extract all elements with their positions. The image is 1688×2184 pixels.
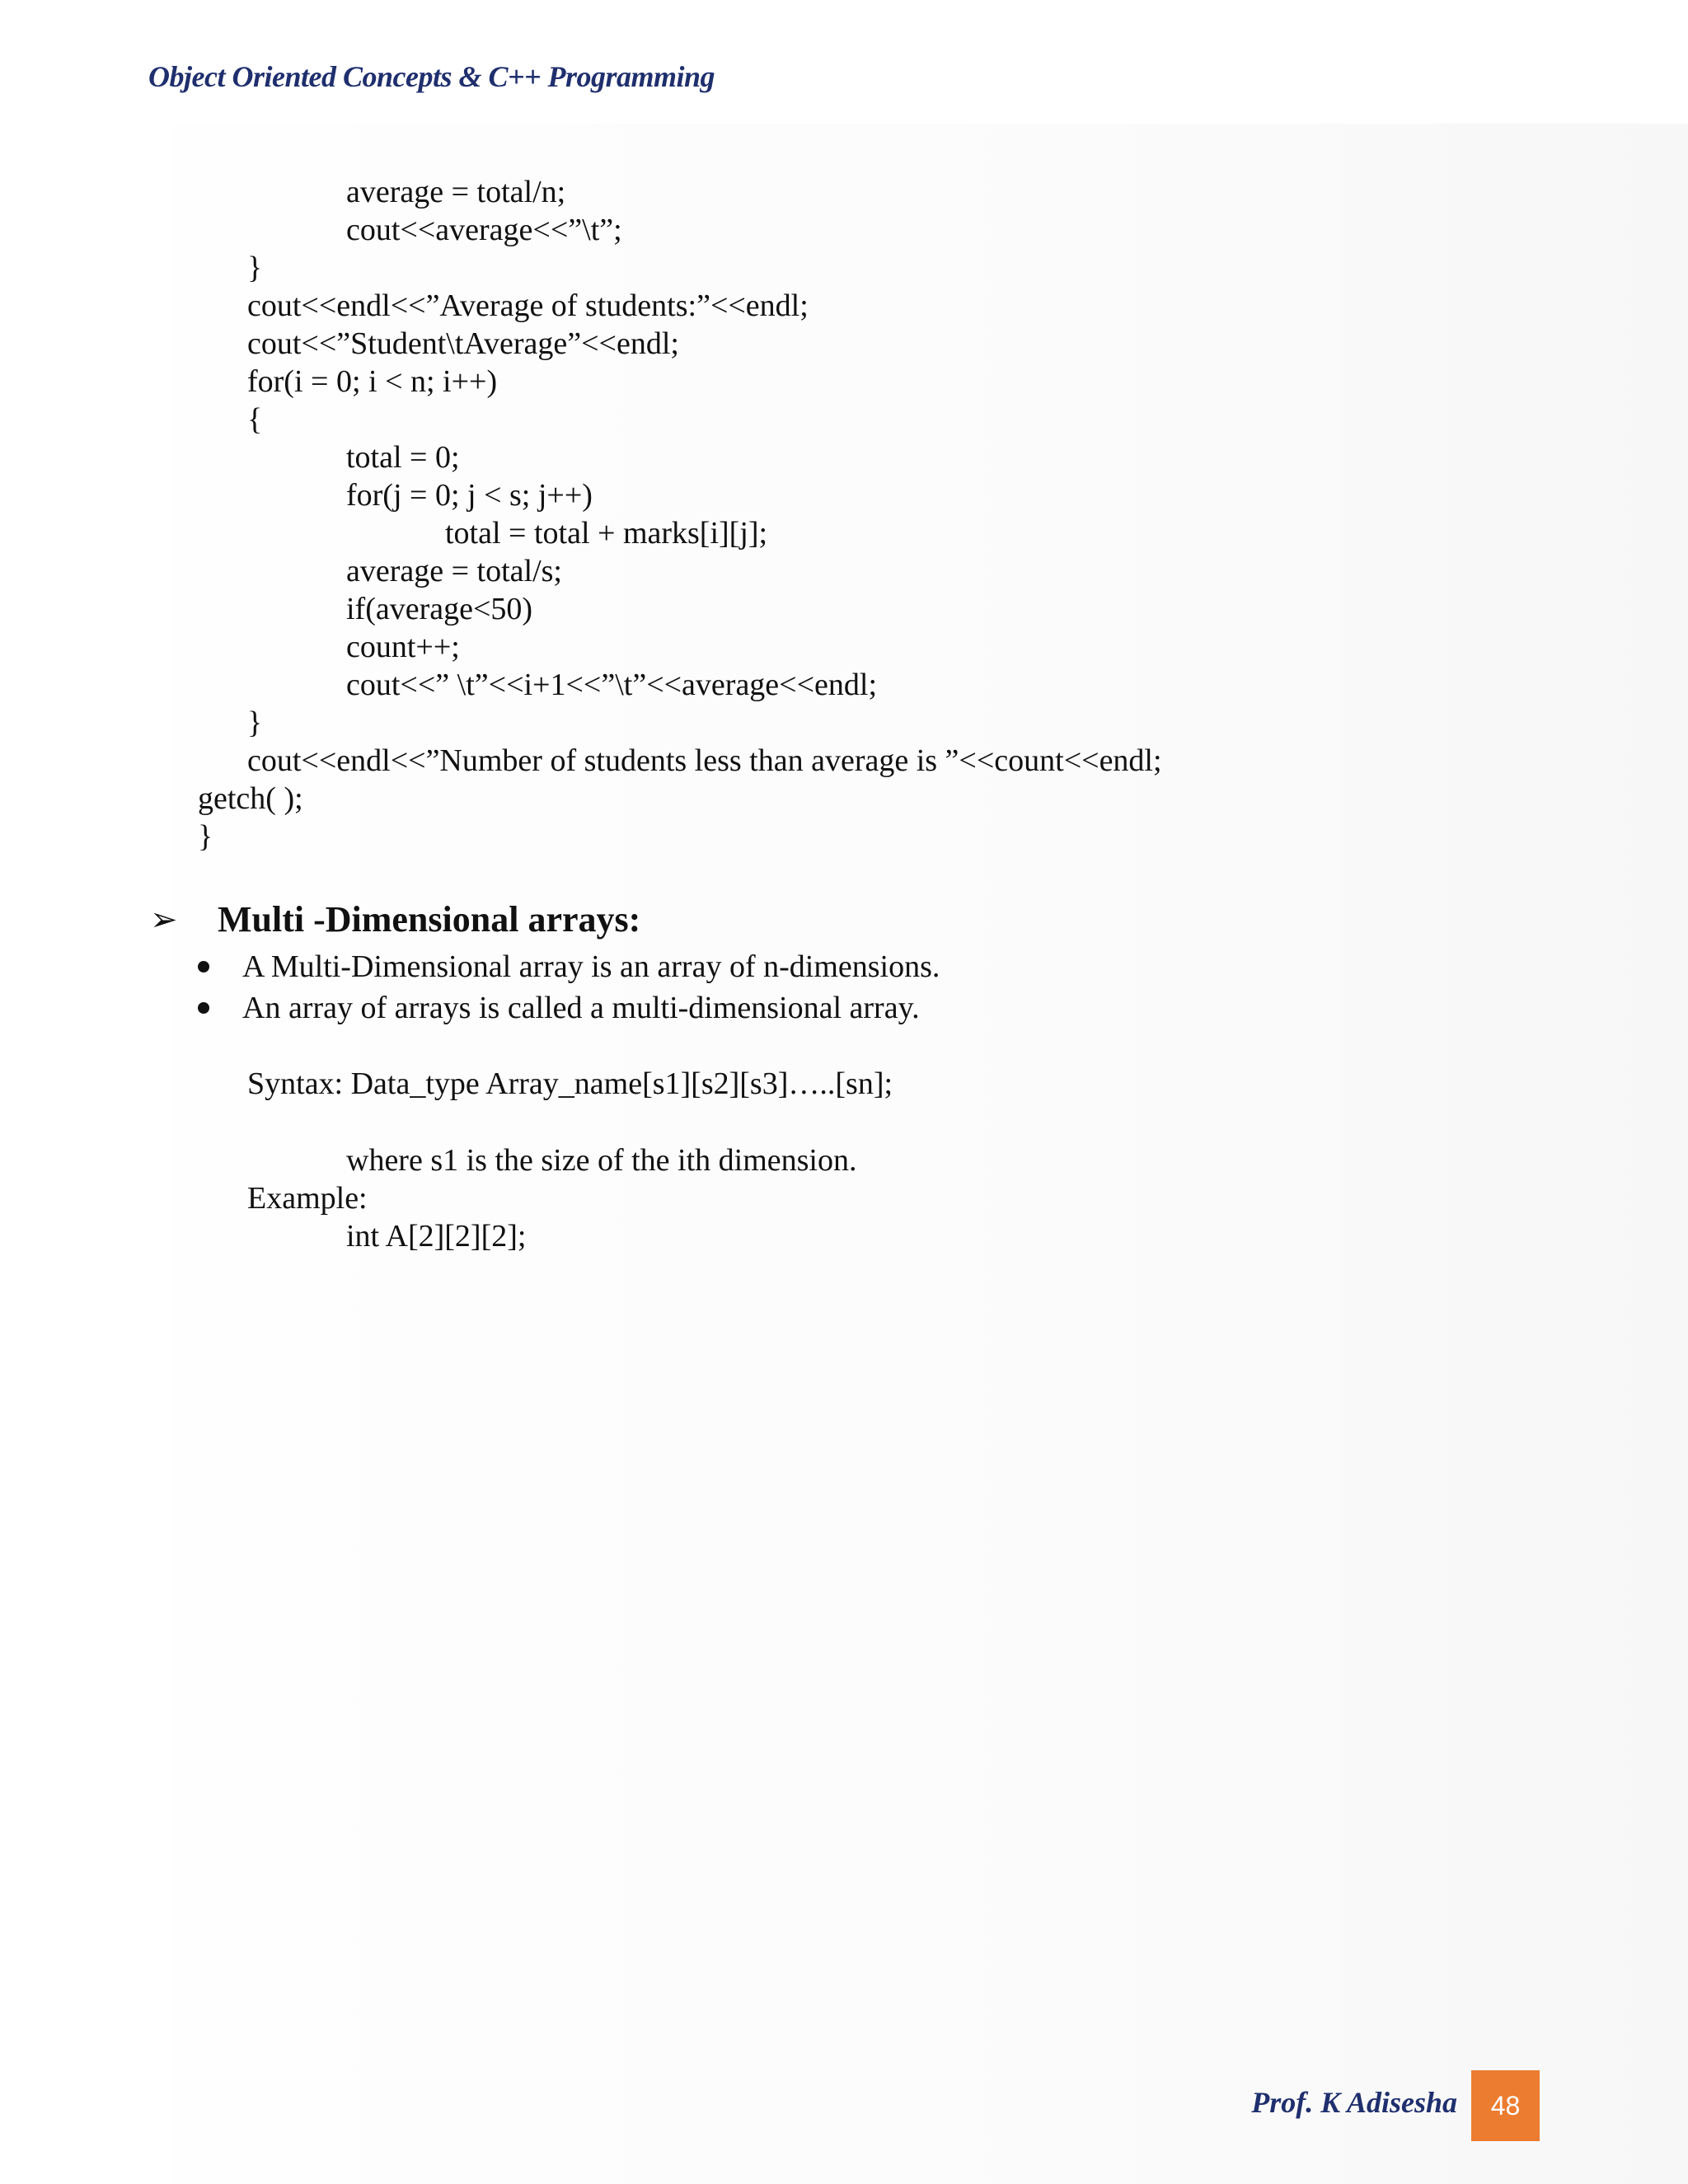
- bullet-text: A Multi-Dimensional array is an array of n-dimensions.: [242, 949, 940, 984]
- section-heading-text: Multi -Dimensional arrays:: [218, 899, 641, 940]
- footer-author: Prof. K Adisesha: [1251, 2086, 1457, 2119]
- example-label: Example:: [247, 1181, 368, 1216]
- code-line: cout<<endl<<”Average of students:”<<endl;: [247, 288, 809, 323]
- code-line: total = 0;: [346, 440, 460, 475]
- page-number-badge: [1471, 2070, 1540, 2141]
- bullet-item: [198, 948, 940, 986]
- arrow-bullet-icon: ➢: [150, 901, 178, 938]
- bullet-dot-icon: [198, 961, 209, 972]
- code-line: }: [247, 705, 263, 740]
- code-line: cout<<average<<”\t”;: [346, 213, 622, 247]
- code-line: }: [247, 251, 263, 285]
- syntax-line: Syntax: Data_type Array_name[s1][s2][s3]…..[sn];: [247, 1066, 893, 1101]
- bullet-dot-icon: [198, 1002, 209, 1014]
- code-line: for(j = 0; j < s; j++): [346, 478, 593, 513]
- code-line: cout<<endl<<”Number of students less than average is ”<<count<<endl;: [247, 743, 1162, 778]
- section-heading: [150, 898, 640, 940]
- code-line: cout<<” \t”<<i+1<<”\t”<<average<<endl;: [346, 668, 878, 702]
- code-line: count++;: [346, 630, 460, 664]
- code-line: cout<<”Student\tAverage”<<endl;: [247, 326, 679, 361]
- code-line: for(i = 0; i < n; i++): [247, 364, 498, 399]
- example-code: int A[2][2][2];: [346, 1219, 527, 1254]
- where-note: where s1 is the size of the ith dimension.: [346, 1143, 857, 1178]
- code-line: {: [247, 402, 263, 437]
- page-header-title: Object Oriented Concepts & C++ Programming: [148, 60, 715, 93]
- code-line: average = total/s;: [346, 554, 562, 588]
- code-line: getch( );: [198, 781, 303, 816]
- code-line: average = total/n;: [346, 175, 566, 209]
- code-line: if(average<50): [346, 592, 533, 626]
- code-line: total = total + marks[i][j];: [445, 516, 768, 551]
- code-line: }: [198, 819, 213, 854]
- bullet-item: [198, 989, 920, 1027]
- bullet-text: An array of arrays is called a multi-dimensional array.: [242, 991, 920, 1025]
- page-number: 48: [1490, 2090, 1521, 2121]
